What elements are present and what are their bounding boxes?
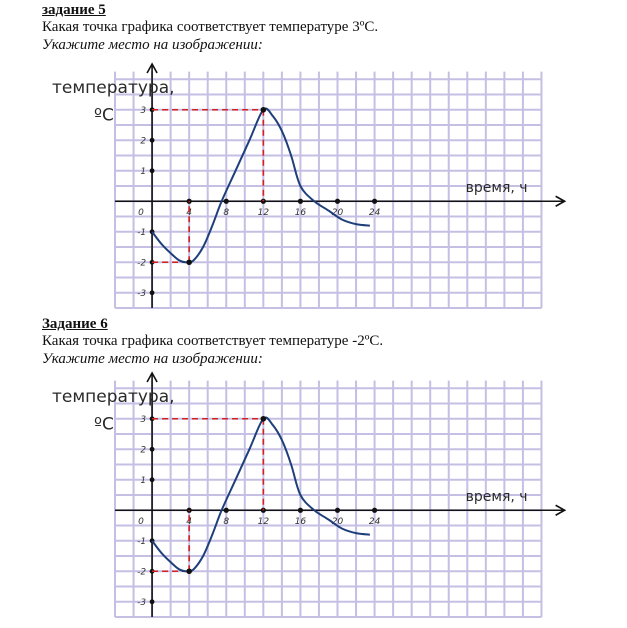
task-question: Какая точка графика соответствует температуре 3ºС.: [42, 19, 379, 35]
y-tick-label: 2: [140, 445, 147, 456]
x-tick-label: 16: [294, 516, 307, 527]
x-tick-label: 20: [331, 516, 344, 527]
y-tick-label: -3: [137, 288, 147, 299]
task-5-block: [42, 2, 378, 54]
x-tick-mark: [372, 508, 377, 513]
x-tick-mark: [224, 508, 229, 513]
y-tick-label: 2: [140, 136, 147, 147]
x-tick-label: 24: [368, 516, 381, 527]
y-tick-label: -3: [137, 597, 147, 608]
x-tick-label: 8: [223, 207, 230, 218]
x-tick-label: 12: [257, 207, 270, 218]
task-instruction: Укажите место на изображении:: [42, 37, 263, 53]
origin-label: 0: [138, 516, 144, 527]
y-tick-label: 3: [140, 105, 147, 116]
x-tick-label: 20: [331, 207, 344, 218]
y-tick-mark: [150, 168, 155, 173]
x-tick-label: 12: [257, 516, 270, 527]
origin-label: 0: [138, 207, 144, 218]
task-6-block: [42, 316, 383, 368]
y-tick-mark: [150, 477, 155, 482]
x-axis-label: время, ч: [465, 180, 528, 197]
curve-point: [186, 568, 192, 574]
x-tick-label: 4: [186, 516, 193, 527]
task-instruction: Укажите место на изображении:: [42, 351, 263, 367]
x-tick-label: 4: [186, 207, 193, 218]
temperature-chart-task-6[interactable]: [0, 367, 627, 627]
y-axis-label: температура,: [52, 386, 175, 407]
x-tick-label: 8: [223, 516, 230, 527]
y-axis-unit-label: ºС: [94, 414, 114, 435]
task-question: Какая точка графика соответствует температуре -2ºС.: [42, 333, 384, 349]
y-tick-label: 1: [140, 166, 147, 177]
curve-point: [261, 416, 267, 422]
y-axis-label: температура,: [52, 77, 175, 98]
x-axis-label: время, ч: [465, 489, 528, 506]
y-tick-label: -2: [137, 567, 147, 578]
temperature-chart-task-5[interactable]: [0, 58, 627, 318]
y-tick-label: -1: [137, 536, 147, 547]
x-tick-mark: [298, 508, 303, 513]
y-tick-mark: [150, 447, 155, 452]
y-tick-label: 1: [140, 475, 147, 486]
y-tick-label: -2: [137, 258, 147, 269]
y-tick-mark: [150, 290, 155, 295]
y-tick-label: -1: [137, 227, 147, 238]
x-tick-mark: [335, 199, 340, 204]
task-heading: задание 5: [42, 2, 106, 18]
curve-point: [261, 107, 267, 113]
x-tick-label: 24: [368, 207, 381, 218]
task-heading: Задание 6: [42, 316, 108, 332]
curve-point: [186, 259, 192, 265]
y-tick-label: 3: [140, 414, 147, 425]
x-tick-mark: [335, 508, 340, 513]
y-axis-unit-label: ºС: [94, 105, 114, 126]
x-tick-mark: [224, 199, 229, 204]
y-tick-mark: [150, 138, 155, 143]
x-tick-label: 16: [294, 207, 307, 218]
x-tick-mark: [298, 199, 303, 204]
x-tick-mark: [372, 199, 377, 204]
y-tick-mark: [150, 599, 155, 604]
